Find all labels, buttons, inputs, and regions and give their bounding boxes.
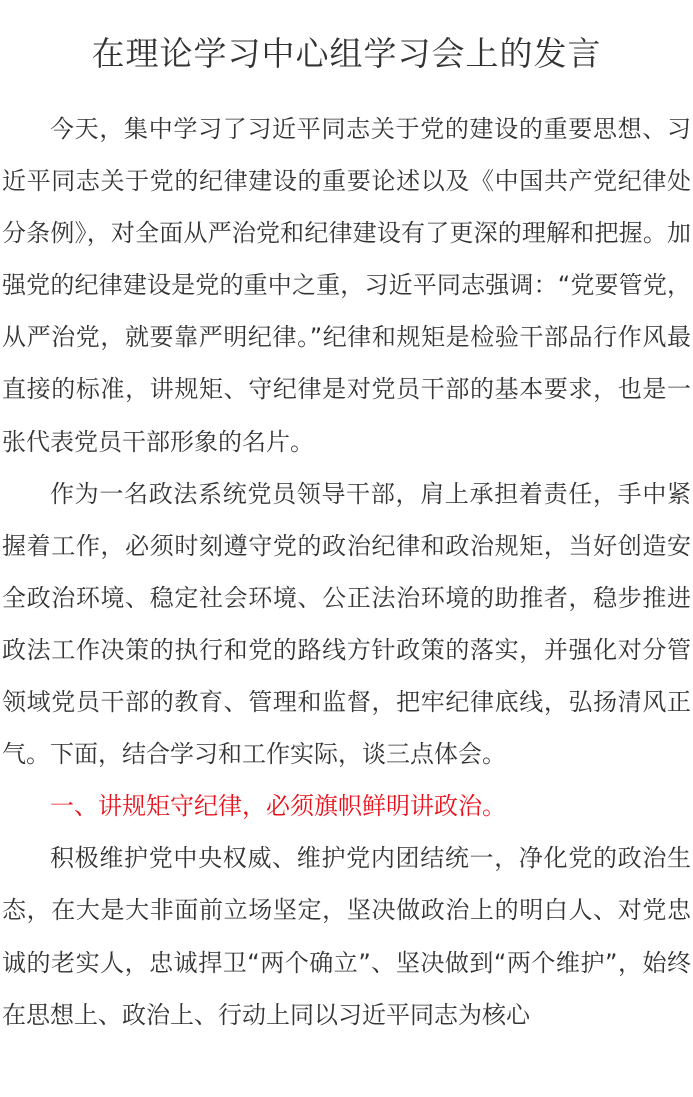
section-heading-1: 一、讲规矩守纪律，必须旗帜鲜明讲政治。 — [50, 792, 506, 821]
article-title: 在理论学习中心组学习会上的发言 — [91, 34, 602, 73]
paragraph-section-1: 积极维护党中央权威、维护党内团结统一，净化党的政治生态，在大是大非面前立场坚定，坚决做政治上的明白人、对党忠诚的老实人，忠诚捍卫“两个确立”、坚决做到“两个维护”，始终在思想上、政治上、行动上同以习近平同志为核心 — [2, 844, 691, 1029]
article-body — [0, 103, 693, 1041]
paragraph-intro: 今天，集中学习了习近平同志关于党的建设的重要思想、习近平同志关于党的纪律建设的重要论述以及《中国共产党纪律处分条例》，对全面从严治党和纪律建设有了更深的理解和把握。加强党的纪律建设是党的重中之重，习近平同志强调：“党要管党，从严治党，就要靠严明纪律。”纪律和规矩是检验干部品行作风最直接的标准，讲规矩、守纪律是对党员干部的基本要求，也是一张代表党员干部形象的名片。 — [2, 115, 691, 456]
paragraph-role: 作为一名政法系统党员领导干部，肩上承担着责任，手中紧握着工作，必须时刻遵守党的政治纪律和政治规矩，当好创造安全政治环境、稳定社会环境、公正法治环境的助推者，稳步推进政法工作决策的执行和党的路线方针政策的落实，并强化对分管领域党员干部的教育、管理和监督，把牢纪律底线，弘扬清风正气。下面，结合学习和工作实际，谈三点体会。 — [2, 479, 691, 769]
